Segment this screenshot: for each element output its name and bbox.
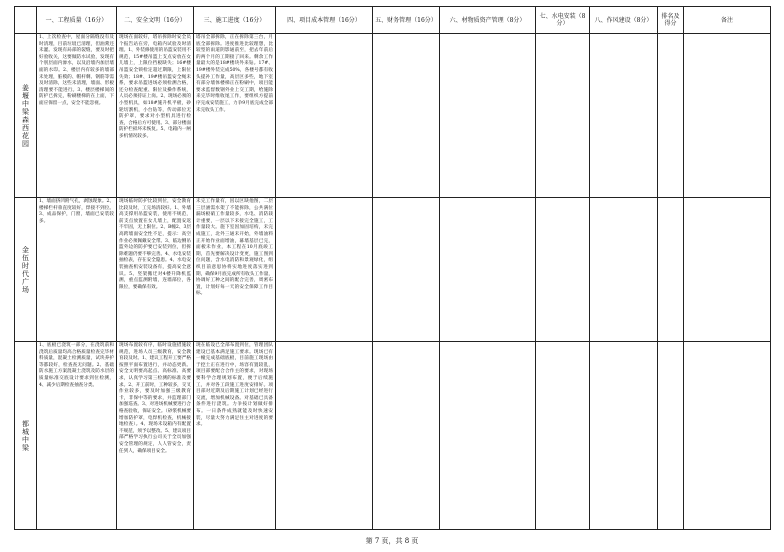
quality-cell: 1、底板已浇筑一部分，在浇筑前和浇筑后质量均高合格质量检查完毕材料质量，混凝土检测质量，试块养护等都较好，检查查无问题。2、基础防水施工方案混凝土浇筑及防水层的质量标准交底设计要求到位检测，4、减少后期检查抽查分类。 [37,342,117,530]
finance-cell [373,198,440,342]
table-row [15,342,771,530]
mep-cell [536,342,590,530]
remark-cell [684,342,771,530]
table-row [15,198,771,342]
mep-cell [536,34,590,198]
progress-cell: 现在临设已全部布置到位，管理团队建设已基本满足施工要求。现场已有一幢完成基础底板，目前施工现场由于挖土正在进行中，场容有置较乱，项目部要配合合作主的要求，对现场要科学合理规划布置，便于后续施工，并对各工段施工进度安排好。项目部对近期及后期施工计划已经进行交流，增加机械设备。对基础已具备条件进行浇筑。力争按计划做好排布。一日条件成熟就能及时快速安装，尽量大努力满足住主对进度的要求。 [194,342,276,530]
quality-cell: 1、墙面挤凹附气孔，剥蚀现象。2、楼梯栏杆垂直度较好，焊接不到位。3、成品保护，门窗，墙面已安装较多。 [37,198,117,342]
header-project [15,7,37,34]
remark-cell [684,34,771,198]
materials-cell [440,342,536,530]
header-progress: 三、施工进度（16分） [194,7,276,34]
project-name: 都城中梁 [15,342,37,530]
materials-cell [440,198,536,342]
mep-cell [536,198,590,342]
style-cell [590,342,658,530]
rank-cell [658,34,684,198]
page-number: 第 7 页，共 8 页 [365,537,419,545]
materials-cell [440,34,536,198]
cost-cell [276,342,373,530]
cost-cell [276,198,373,342]
header-cost: 四、项目成本管理（16分） [276,7,373,34]
evaluation-table [14,6,771,530]
progress-cell: 塔吊全部拆除，正在拆除第三台，月底全部拆除。进度推进比较理想，比较型的雨道阴影通前至，把去年前后的两个月的工期接了回来。剩余工作量最大的是18#楼块外来钻。17#、19#楼外装完成50%，各楼号都有收头提补工作量，高层区多些，地下室有部分墙体楼梯正在粉刷中，项目能要求监督数钢外业上交工期，给施除来完毕时维收尾工作，要组织方提前序完成安装施工，力争9月底完成全部未完收头工作。 [194,34,276,198]
safety-cell: 现场临时防护比较到位，安全教育比较及时，工完场清较好。1、外墙高支撑用吊篮安装，使用不规范，前支点放置在女儿墙上，配置安返不牢固，无上限位。2、B幢2、3层高跨墙面安全性不足，提示：高空作业必须佩戴安全带。3、临边侧吊篮外边的防护要已安装到位，但拆除难题仍要不够完善。4、水电安装抽检表，存在安全隐患。4、水电安装抽查机安装设备有，提高安全意识。5、竖架搬迁对4楼升降机监测，重点监测附墙，连墙部位，各限位，要确保有效。 [117,198,194,342]
finance-cell [373,342,440,530]
remark-cell [684,198,771,342]
safety-cell: 现场布置较有序，临时设施措施较规范，进场人员三级教育，安全教育较及时。1、建议工程开工要严格按照平面布置进行，并动态更新。安全文明要高起点、高标准、高要求，认真学习第三检测的标准及要求。2、开工前时，工种较多，交叉作业较多，要及时加强三级教育卡，非保中等的要求，并监理部门加强巡查。3、对进场机械要进行合格查验收，保证安全。（砂浆机械要增加防护罩，电焊机检查，机械接地检查）。4、现场未设箱内有配置不规范，须予以整改。5、建议项目部严格学习执行公司关于全员加强安全管理的规定，人人管安全，责任到人，确保项目安全。 [117,342,194,530]
table-row [15,34,771,198]
header-materials: 六、材物质资产管理（8分） [440,7,536,34]
header-safety: 二、安全文明（16分） [117,7,194,34]
style-cell [590,34,658,198]
rank-cell [658,342,684,530]
safety-cell: 现场在面较好，塔吊拆除时安全员个报告站在旁，电箱内试验及时清理。1、外装修使用的吊篮安装用不规范，15#楼吊篮上支点安放在女儿墙上，上限位挡板缺失；16#楼吊篮安全锁检定超过期限，上限位失效；18#、19#楼吊篮安全绳未系，要求吊篮进场必须检测合格，还分检查配重、限位及操作系统，人员必须持证上岗。2、现场必须的小型机具，如18#施升机平板，砂轮切割机，小台钻等，传动部位无防护罩，要求对小型机具进行检查，合格后方可使用。3、部分楼面防护栏损坏未恢复。5、电箱内一闸多机情况较多。 [117,34,194,198]
progress-cell: 未完工作量有，因以区缺他图，二层三层涵需水架了不能拆除，公共满位漏场板硝工作量较多，水电、消防栽计重要，一层以下未接完全施工，工作量较大。施下室因加固培构，未完成施工，北外三通未开始，外墙油料正开始作业面增油，幕墙基层已完，面板未作业，本工程在10月底竣工期，首先要解决设计变更，施工图到位问题，含水电消防和景观绿化，组织目前意思协将实地进度落实进到期，确保9月底完成所有收头工作量，协调好工种之间的配合完善，周密布置，计划好每一天的安全保障工作目标。 [194,198,276,342]
header-remark: 备注 [684,7,771,34]
quality-cell: 1、上次检查中，屋面分隔缝没有及时清理，目前垃圾已清理，但油膏还未灌。发现有局部的裂缝，要及时把好验收关，这要做防水试验，发现有个别层面内渗水，以及沿墙内加层墙面的水印。2、楼层内有较多的墙部未处理，脏模的、帽杆剩、钢筋等需及时清除，这些未清理，墙面、形板清理要不能进行。3、楼层楼梯间的防护已拆完，粉刷楼梯的在上面，下面应保留一点，安全不能忽视。 [37,34,117,198]
header-mep: 七、水电安装（8分） [536,7,590,34]
header-rank: 排名及得分 [658,7,684,34]
project-name: 姜堰中梁森西花园 [15,34,37,198]
header-finance: 五、财务管理（16分） [373,7,440,34]
finance-cell [373,34,440,198]
header-quality: 一、工程质量（16分） [37,7,117,34]
header-row [15,7,771,34]
rank-cell [658,198,684,342]
evaluation-sheet [14,6,770,530]
header-style: 八、作风建设（8分） [590,7,658,34]
style-cell [590,198,658,342]
project-name: 金伍时代广场 [15,198,37,342]
cost-cell [276,34,373,198]
